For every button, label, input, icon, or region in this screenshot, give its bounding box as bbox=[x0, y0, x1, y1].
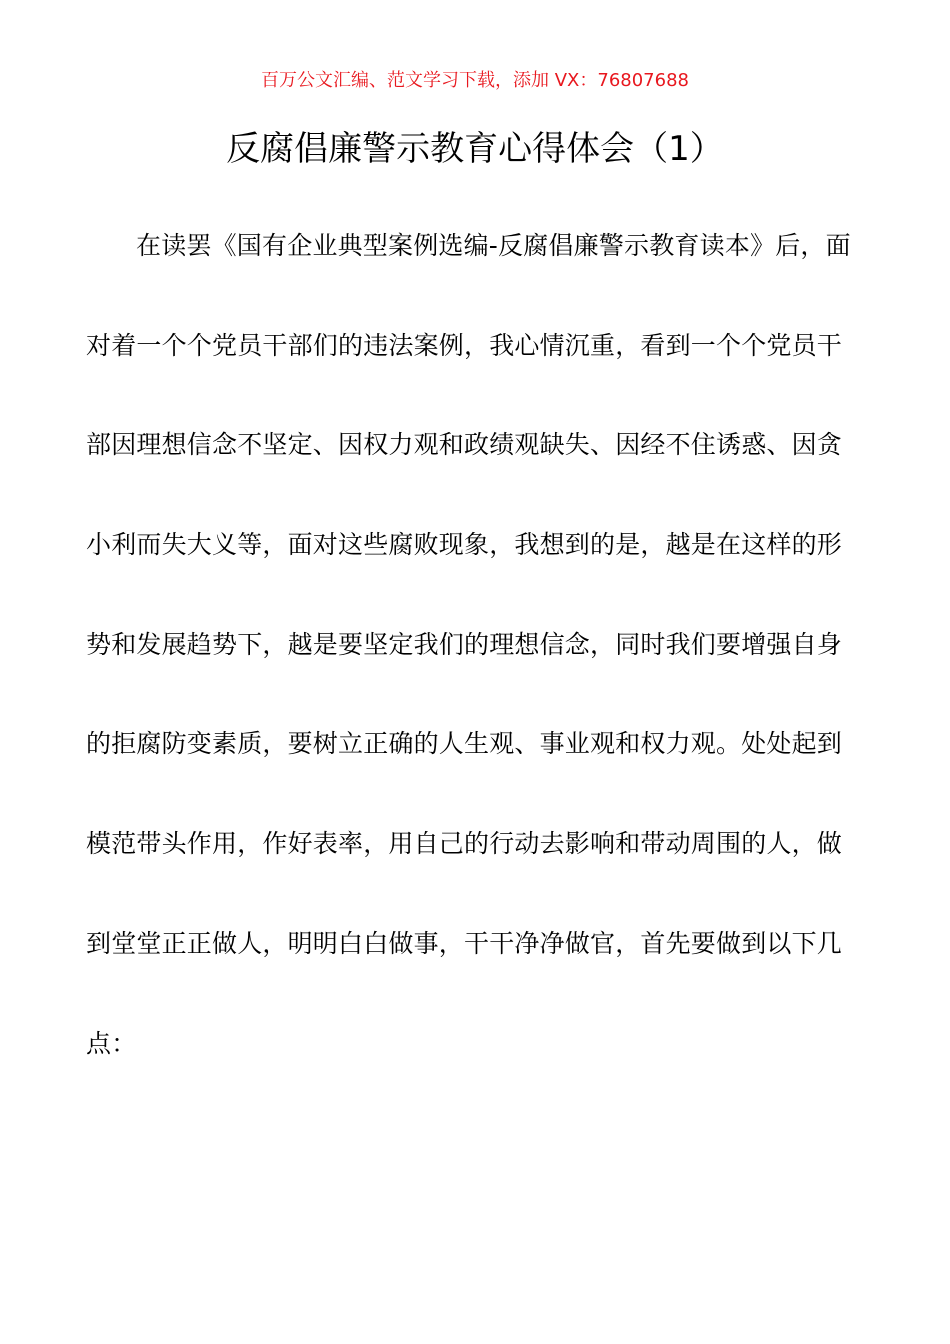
body-paragraph bbox=[86, 212, 866, 1109]
paragraph-line: 对着一个个党员干部们的违法案例，我心情沉重，看到一个个党员干 bbox=[86, 330, 843, 360]
paragraph-line: 部因理想信念不坚定、因权力观和政绩观缺失、因经不住诱惑、因贪 bbox=[86, 430, 843, 460]
paragraph-line: 的拒腐防变素质，要树立正确的人生观、事业观和权力观。处处起到 bbox=[86, 729, 843, 759]
paragraph-line: 点： bbox=[86, 1028, 137, 1058]
paragraph-line: 势和发展趋势下，越是要坚定我们的理想信念，同时我们要增强自身 bbox=[86, 629, 843, 659]
document-title: 反腐倡廉警示教育心得体会（1） bbox=[226, 129, 724, 169]
paragraph-line: 到堂堂正正做人，明明白白做事，干干净净做官，首先要做到以下几 bbox=[86, 928, 843, 958]
paragraph-line: 模范带头作用，作好表率，用自己的行动去影响和带动周围的人，做 bbox=[86, 829, 843, 859]
paragraph-line: 小利而失大义等，面对这些腐败现象，我想到的是，越是在这样的形 bbox=[86, 530, 843, 560]
paragraph-line: 在读罢《国有企业典型案例选编-反腐倡廉警示教育读本》后，面 bbox=[136, 231, 851, 260]
header-note: 百万公文汇编、范文学习下载，添加 VX：76807688 bbox=[261, 70, 689, 91]
